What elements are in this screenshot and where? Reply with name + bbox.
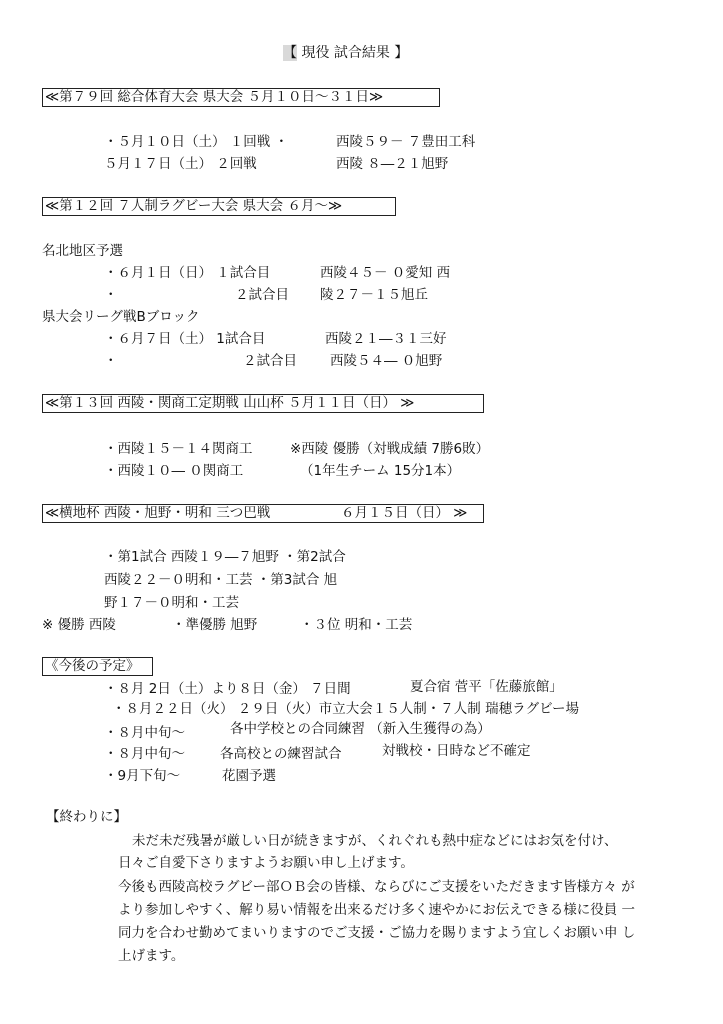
s5-line-2: ・８月２２日（火） ２９日（火）市立大会１５人制・７人制 瑞穂ラグビー場 [112,701,580,717]
s4-line-1: ・第1試合 西陵１９―７旭野 ・第2試合 [104,549,346,565]
s5-line-3-note: 各中学校との合同練習 （新入生獲得の為） [230,721,491,737]
title-bracket-close: 】 [394,45,409,61]
closing-p1-line-1: 未だ未だ残暑が厳しい日が続きますが、くれぐれも熱中症などにはお気を付け、 [132,833,618,849]
s5-line-4-note-2: 対戦校・日時など不確定 [382,743,531,759]
s3-line-2: ・西陵１０― ０関商工 [104,463,244,479]
s2-line-1: ・６月１日（日） １試合目 [104,265,271,281]
s2-line-2-bullet: ・ [104,287,118,303]
s3-line-1: ・西陵１５－１４関商工 [104,441,253,457]
section-2-heading-box [42,197,396,216]
closing-p2-line-1: 今後も西陵高校ラグビー部ＯＢ会の皆様、ならびにご支援をいただきます皆様方々 が [118,879,635,895]
s2-line-4: ２試合目 [243,353,297,369]
s1-line-1: ・５月１０日（土） １回戦 ・ [104,134,289,150]
s4-result-runnerup: ・準優勝 旭野 [172,617,258,633]
s2-subheading-2: 県大会リーグ戦Bブロック [42,309,200,325]
closing-p2-line-3: 同力を合わせ勤めてまいりますのでご支援・ご協力を賜りますよう宜しくお願い申 し [118,925,636,941]
s4-line-3: 野１７－０明和・工芸 [104,595,239,611]
title-bracket-open: 【 [283,45,297,61]
s2-line-1-score: 西陵４５－ ０愛知 西 [320,265,451,281]
s5-line-1: ・８月 2日（土）より８日（金） ７日間 [104,681,351,697]
section-4-heading-box [42,504,484,523]
s4-result-third: ・３位 明和・工芸 [300,617,413,633]
s2-line-2: ２試合目 [235,287,289,303]
s5-line-4-note: 各高校との練習試合 [220,746,342,762]
section-1-heading: ≪第７９回 総合体育大会 県大会 ５月１０日〜３１日≫ [45,89,384,105]
section-5-heading-box [42,657,153,676]
section-4-heading-date: ６月１５日（日） ≫ [341,505,468,521]
s2-line-4-score: 西陵５４― ０旭野 [330,353,443,369]
s5-line-5: ・9月下旬〜 [104,768,181,784]
s2-line-2-score: 陵２７－１５旭丘 [320,287,428,303]
s5-line-1-note: 夏合宿 菅平「佐藤旅館」 [410,679,563,695]
section-4-heading: ≪横地杯 西陵・旭野・明和 三つ巴戦 [45,505,271,521]
s2-subheading-1: 名北地区予選 [42,243,123,259]
s5-line-3: ・８月中旬〜 [104,725,185,741]
section-1-heading-box [42,88,440,107]
section-3-heading: ≪第１３回 西陵・関商工定期戦 山山杯 ５月１１日（日） ≫ [45,395,415,411]
s2-line-3-score: 西陵２１―３１三好 [325,331,447,347]
section-2-heading: ≪第１２回 ７人制ラグビー大会 県大会 ６月〜≫ [45,198,343,214]
closing-p2-line-4: 上げます。 [118,948,185,964]
closing-heading: 【終わりに】 [46,809,127,825]
s4-result-winner: ※ 優勝 西陵 [42,617,116,633]
page-title [283,44,408,62]
s1-line-2-score: 西陵 ８―２１旭野 [336,156,449,172]
s1-line-2: ５月１７日（土） ２回戦 [104,156,257,172]
s2-line-3: ・６月７日（土） 1試合目 [104,331,266,347]
closing-p2-line-2: より参加しやすく、解り易い情報を出来るだけ多く速やかにお伝えできる様に役員 一 [118,902,636,918]
s5-line-4: ・８月中旬〜 [104,746,185,762]
s1-line-1-score: 西陵５９－ ７豊田工科 [336,134,476,150]
s5-line-5-note: 花園予選 [222,768,276,784]
s2-line-4-bullet: ・ [104,353,118,369]
s4-line-2: 西陵２２－０明和・工芸 ・第3試合 旭 [104,572,338,588]
closing-p1-line-2: 日々ご自愛下さりますようお願い申し上げます。 [118,855,414,871]
s3-line-1-note: ※西陵 優勝（対戦成績 7勝6敗） [290,441,490,457]
title-text: 現役 試合結果 [297,45,395,61]
s3-line-2-note: （1年生チーム 15分1本） [300,463,461,479]
section-5-heading: 《今後の予定》 [45,658,140,674]
section-3-heading-box [42,394,484,413]
